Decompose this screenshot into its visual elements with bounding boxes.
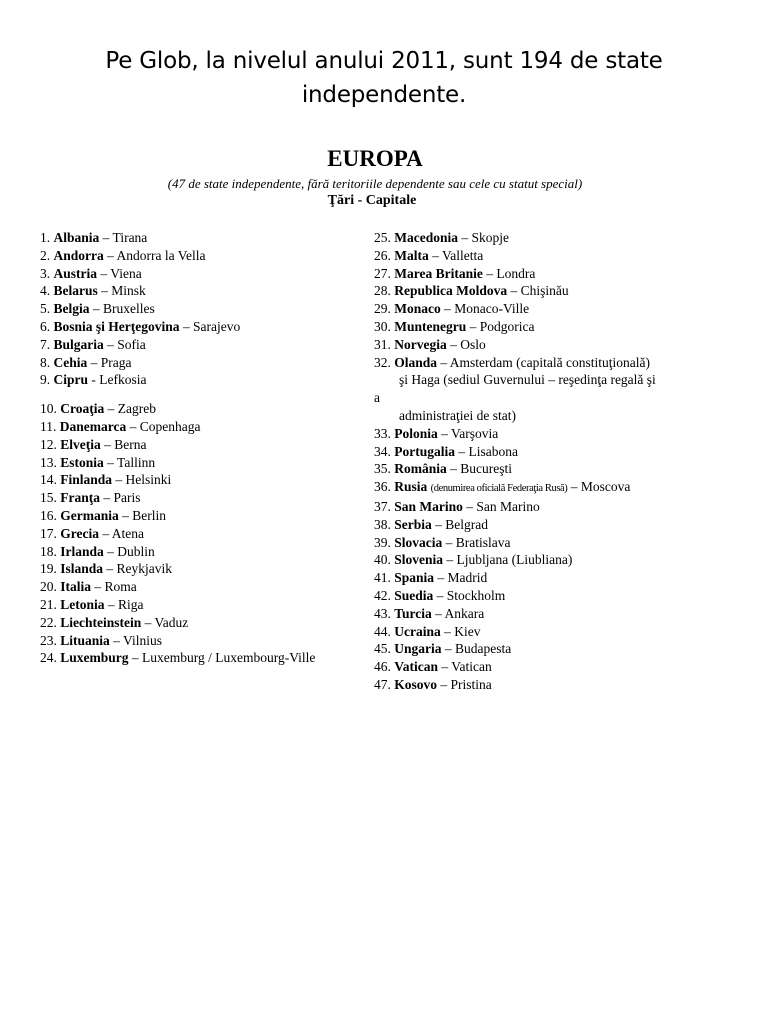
capital-name: Monaco-Ville	[454, 301, 530, 317]
country-name: Germania	[60, 507, 119, 523]
list-item: 6. Bosnia şi Herţegovina – Sarajevo	[40, 318, 241, 334]
item-number: 3.	[40, 265, 54, 281]
country-name: Slovacia	[394, 534, 443, 550]
country-name: Ucraina	[394, 623, 441, 639]
country-name: Austria	[53, 265, 97, 281]
capital-name: Chişinău	[520, 283, 569, 299]
capital-name: Paris	[113, 490, 141, 506]
item-number: 46.	[374, 659, 395, 675]
country-name: San Marino	[394, 498, 463, 514]
list-item: 34. Portugalia – Lisabona	[374, 443, 518, 459]
country-name: Spania	[394, 570, 435, 586]
capital-name: Kiev	[454, 623, 481, 639]
list-item: 39. Slovacia – Bratislava	[374, 534, 511, 550]
capital-name: Oslo	[460, 336, 486, 352]
section-title: EUROPA	[327, 146, 423, 171]
list-gap	[40, 389, 315, 400]
country-name: Belarus	[53, 283, 98, 299]
country-name: Olanda	[394, 354, 438, 370]
country-name: Irlanda	[60, 543, 104, 559]
country-name: Danemarca	[59, 418, 127, 434]
capital-name: Berlin	[132, 507, 166, 523]
item-number: 45.	[374, 641, 395, 657]
capital-name: Dublin	[117, 543, 155, 559]
list-item: 40. Slovenia – Ljubljana (Liubliana)	[374, 552, 573, 568]
country-name: Malta	[394, 247, 429, 263]
country-name: Marea Britanie	[394, 265, 483, 281]
capital-name: Tallinn	[117, 454, 156, 470]
capital-name: San Marino	[476, 498, 540, 514]
item-number: 16.	[40, 507, 61, 523]
capital-name: Reykjavik	[116, 561, 173, 577]
list-item: 46. Vatican – Vatican	[374, 659, 492, 675]
item-number: 19.	[40, 561, 61, 577]
item-number: 40.	[374, 552, 395, 568]
country-name: Liechteinstein	[60, 614, 142, 630]
capital-name: Sarajevo	[193, 318, 241, 334]
country-name: Cipru	[53, 372, 89, 388]
capital-name: Podgorica	[479, 318, 535, 334]
capital-name: Andorra la Vella	[116, 247, 206, 263]
item-number: 10.	[40, 401, 61, 417]
list-item: 15. Franţa – Paris	[40, 490, 141, 506]
capital-name: Budapesta	[455, 641, 512, 657]
left-country-list	[40, 229, 315, 667]
country-name: Lituania	[60, 632, 110, 648]
country-name: România	[394, 461, 447, 477]
capital-name: Minsk	[111, 283, 146, 299]
item-number: 38.	[374, 516, 395, 532]
list-item: 18. Irlanda – Dublin	[40, 543, 155, 559]
country-name: Vatican	[394, 659, 439, 675]
country-name: Finlanda	[60, 472, 113, 488]
item-number: 13.	[40, 454, 61, 470]
country-name: Letonia	[60, 596, 105, 612]
item-number: 30.	[374, 318, 395, 334]
country-name: Rusia	[394, 479, 428, 495]
item-number: 36.	[374, 479, 395, 495]
item-number: 29.	[374, 301, 395, 317]
capital-name: Vilnius	[123, 632, 162, 648]
list-item: 45. Ungaria – Budapesta	[374, 641, 512, 657]
capital-name: Viena	[110, 265, 142, 281]
item-number: 6.	[40, 318, 54, 334]
capital-name: Copenhaga	[139, 418, 201, 434]
olanda-continuation: şi Haga (sediul Guvernului – reşedinţa regală şi	[399, 372, 656, 388]
country-name: Republica Moldova	[394, 283, 508, 299]
country-name: Grecia	[60, 525, 99, 541]
list-item: 1. Albania – Tirana	[40, 230, 148, 245]
list-item: 19. Islanda – Reykjavik	[40, 561, 173, 577]
list-item: 10. Croaţia – Zagreb	[40, 401, 156, 417]
country-name: Norvegia	[394, 336, 447, 352]
capital-name: Roma	[104, 579, 137, 595]
item-number: 28.	[374, 283, 395, 299]
list-item: 3. Austria – Viena	[40, 265, 142, 281]
item-number: 17.	[40, 525, 61, 541]
country-name: Andorra	[53, 247, 104, 263]
page-title	[60, 44, 708, 112]
list-item: 2. Andorra – Andorra la Vella	[40, 247, 206, 263]
item-number: 23.	[40, 632, 61, 648]
item-number: 37.	[374, 498, 395, 514]
list-item: 7. Bulgaria – Sofia	[40, 336, 146, 352]
capital-name: Praga	[100, 354, 132, 370]
list-item: 43. Turcia – Ankara	[374, 605, 485, 621]
item-number: 43.	[374, 605, 395, 621]
item-number: 34.	[374, 443, 395, 459]
country-name: Italia	[60, 579, 92, 595]
list-item: 23. Lituania – Vilnius	[40, 632, 162, 648]
item-number: 12.	[40, 436, 61, 452]
capital-name: Zagreb	[117, 401, 156, 417]
list-item: 36. Rusia (denumirea oficială Federaţia Rusă) – Moscova	[374, 479, 631, 495]
list-item: 30. Muntenegru – Podgorica	[374, 318, 535, 334]
item-number: 18.	[40, 543, 61, 559]
country-name: Suedia	[394, 587, 434, 603]
capital-name: Skopje	[471, 230, 510, 245]
country-note: (denumirea oficială Federaţia Rusă)	[430, 483, 568, 495]
list-item: 16. Germania – Berlin	[40, 507, 166, 523]
country-name: Croaţia	[60, 401, 105, 417]
capital-name: Lisabona	[468, 443, 518, 459]
item-number: 32.	[374, 354, 395, 370]
list-item: 44. Ucraina – Kiev	[374, 623, 481, 639]
list-item: 41. Spania – Madrid	[374, 570, 488, 586]
country-name: Luxemburg	[60, 650, 129, 666]
country-name: Polonia	[394, 425, 438, 441]
list-item: 33. Polonia – Varşovia	[374, 425, 499, 441]
country-name: Albania	[53, 230, 100, 245]
country-name: Estonia	[60, 454, 104, 470]
item-number: 44.	[374, 623, 395, 639]
country-name: Slovenia	[394, 552, 444, 568]
item-number: 11.	[40, 418, 60, 434]
list-item: 26. Malta – Valletta	[374, 247, 484, 263]
country-name: Muntenegru	[394, 318, 467, 334]
capital-name: Stockholm	[446, 587, 506, 603]
capital-name: Bucureşti	[460, 461, 513, 477]
list-item: 12. Elveţia – Berna	[40, 436, 147, 452]
item-number: 39.	[374, 534, 395, 550]
country-name: Turcia	[394, 605, 432, 621]
capital-name: Vaduz	[154, 614, 189, 630]
item-number: 31.	[374, 336, 395, 352]
capital-name: Lefkosia	[99, 372, 147, 388]
item-number: 35.	[374, 461, 395, 477]
item-number: 21.	[40, 596, 61, 612]
capital-name: Valletta	[442, 247, 484, 263]
capital-name: Belgrad	[445, 516, 489, 532]
list-item: 20. Italia – Roma	[40, 579, 137, 595]
capital-name: Varşovia	[451, 425, 499, 441]
list-item: 25. Macedonia – Skopje	[374, 230, 510, 245]
country-name: Elveţia	[60, 436, 101, 452]
item-number: 33.	[374, 425, 395, 441]
capital-name: Tirana	[112, 230, 148, 245]
country-name: Portugalia	[394, 443, 455, 459]
country-name: Franţa	[60, 490, 100, 506]
list-item: 4. Belarus – Minsk	[40, 283, 146, 299]
country-name: Kosovo	[394, 676, 438, 692]
item-number: 27.	[374, 265, 395, 281]
column-header: Ţări - Capitale	[327, 193, 417, 208]
capital-name: Moscova	[580, 479, 631, 495]
item-number: 24.	[40, 650, 61, 666]
capital-name: Bruxelles	[103, 301, 155, 317]
capital-name: Ankara	[444, 605, 485, 621]
olanda-continuation: administraţiei de stat)	[399, 407, 516, 423]
capital-name: Helsinki	[125, 472, 172, 488]
capital-name: Amsterdam (capitală constituţională)	[449, 354, 650, 370]
country-name: Bosnia şi Herţegovina	[53, 318, 180, 334]
capital-name: Londra	[496, 265, 536, 281]
item-number: 22.	[40, 614, 61, 630]
item-number: 42.	[374, 587, 395, 603]
item-number: 25.	[374, 230, 395, 245]
list-item: 42. Suedia – Stockholm	[374, 587, 506, 603]
list-item: 38. Serbia – Belgrad	[374, 516, 489, 532]
item-number: 5.	[40, 301, 54, 317]
country-name: Macedonia	[394, 230, 458, 245]
list-item: 11. Danemarca – Copenhaga	[40, 418, 201, 434]
olanda-continuation: a	[374, 390, 380, 406]
right-country-list	[374, 229, 656, 694]
item-number: 1.	[40, 230, 54, 245]
list-item: 28. Republica Moldova – Chişinău	[374, 283, 569, 299]
list-item: 29. Monaco – Monaco-Ville	[374, 301, 530, 317]
country-name: Cehia	[53, 354, 88, 370]
capital-name: Berna	[114, 436, 147, 452]
list-item: 24. Luxemburg – Luxemburg / Luxembourg-Ville	[40, 650, 316, 666]
capital-name: Ljubljana (Liubliana)	[456, 552, 573, 568]
item-number: 9.	[40, 372, 54, 388]
list-item: 31. Norvegia – Oslo	[374, 336, 486, 352]
item-number: 41.	[374, 570, 395, 586]
capital-name: Riga	[118, 596, 144, 612]
country-name: Serbia	[394, 516, 432, 532]
country-name: Bulgaria	[53, 336, 104, 352]
item-number: 20.	[40, 579, 61, 595]
list-item: 35. România – Bucureşti	[374, 461, 513, 477]
list-item: 21. Letonia – Riga	[40, 596, 144, 612]
country-name: Belgia	[53, 301, 90, 317]
item-number: 2.	[40, 247, 54, 263]
capital-name: Pristina	[450, 676, 492, 692]
subtitle: (47 de state independente, fără teritoriile dependente sau cele cu statut special)	[167, 176, 583, 191]
page-title-line2: independente.	[301, 82, 467, 108]
list-item: 22. Liechteinstein – Vaduz	[40, 614, 189, 630]
list-item: 5. Belgia – Bruxelles	[40, 301, 155, 317]
list-item: 8. Cehia – Praga	[40, 354, 132, 370]
item-number: 15.	[40, 490, 61, 506]
page-title-line1: Pe Glob, la nivelul anului 2011, sunt 194 de state	[105, 48, 663, 74]
list-item: 37. San Marino – San Marino	[374, 498, 540, 514]
country-name: Islanda	[60, 561, 104, 577]
item-number: 14.	[40, 472, 61, 488]
capital-name: Bratislava	[455, 534, 511, 550]
list-item: 13. Estonia – Tallinn	[40, 454, 156, 470]
capital-name: Sofia	[117, 336, 146, 352]
capital-name: Atena	[111, 525, 144, 541]
list-item: 17. Grecia – Atena	[40, 525, 144, 541]
item-number: 26.	[374, 247, 395, 263]
list-item: 47. Kosovo – Pristina	[374, 676, 492, 692]
item-number: 8.	[40, 354, 54, 370]
country-name: Ungaria	[394, 641, 442, 657]
list-item: 9. Cipru - Lefkosia	[40, 372, 147, 388]
list-item: 27. Marea Britanie – Londra	[374, 265, 536, 281]
capital-name: Madrid	[447, 570, 488, 586]
item-number: 4.	[40, 283, 54, 299]
country-name: Monaco	[394, 301, 441, 317]
capital-name: Vatican	[451, 659, 492, 675]
list-item: 32. Olanda – Amsterdam (capitală constituţională)	[374, 354, 650, 370]
list-item: 14. Finlanda – Helsinki	[40, 472, 172, 488]
capital-name: Luxemburg / Luxembourg-Ville	[142, 650, 316, 666]
item-number: 47.	[374, 676, 395, 692]
item-number: 7.	[40, 336, 54, 352]
